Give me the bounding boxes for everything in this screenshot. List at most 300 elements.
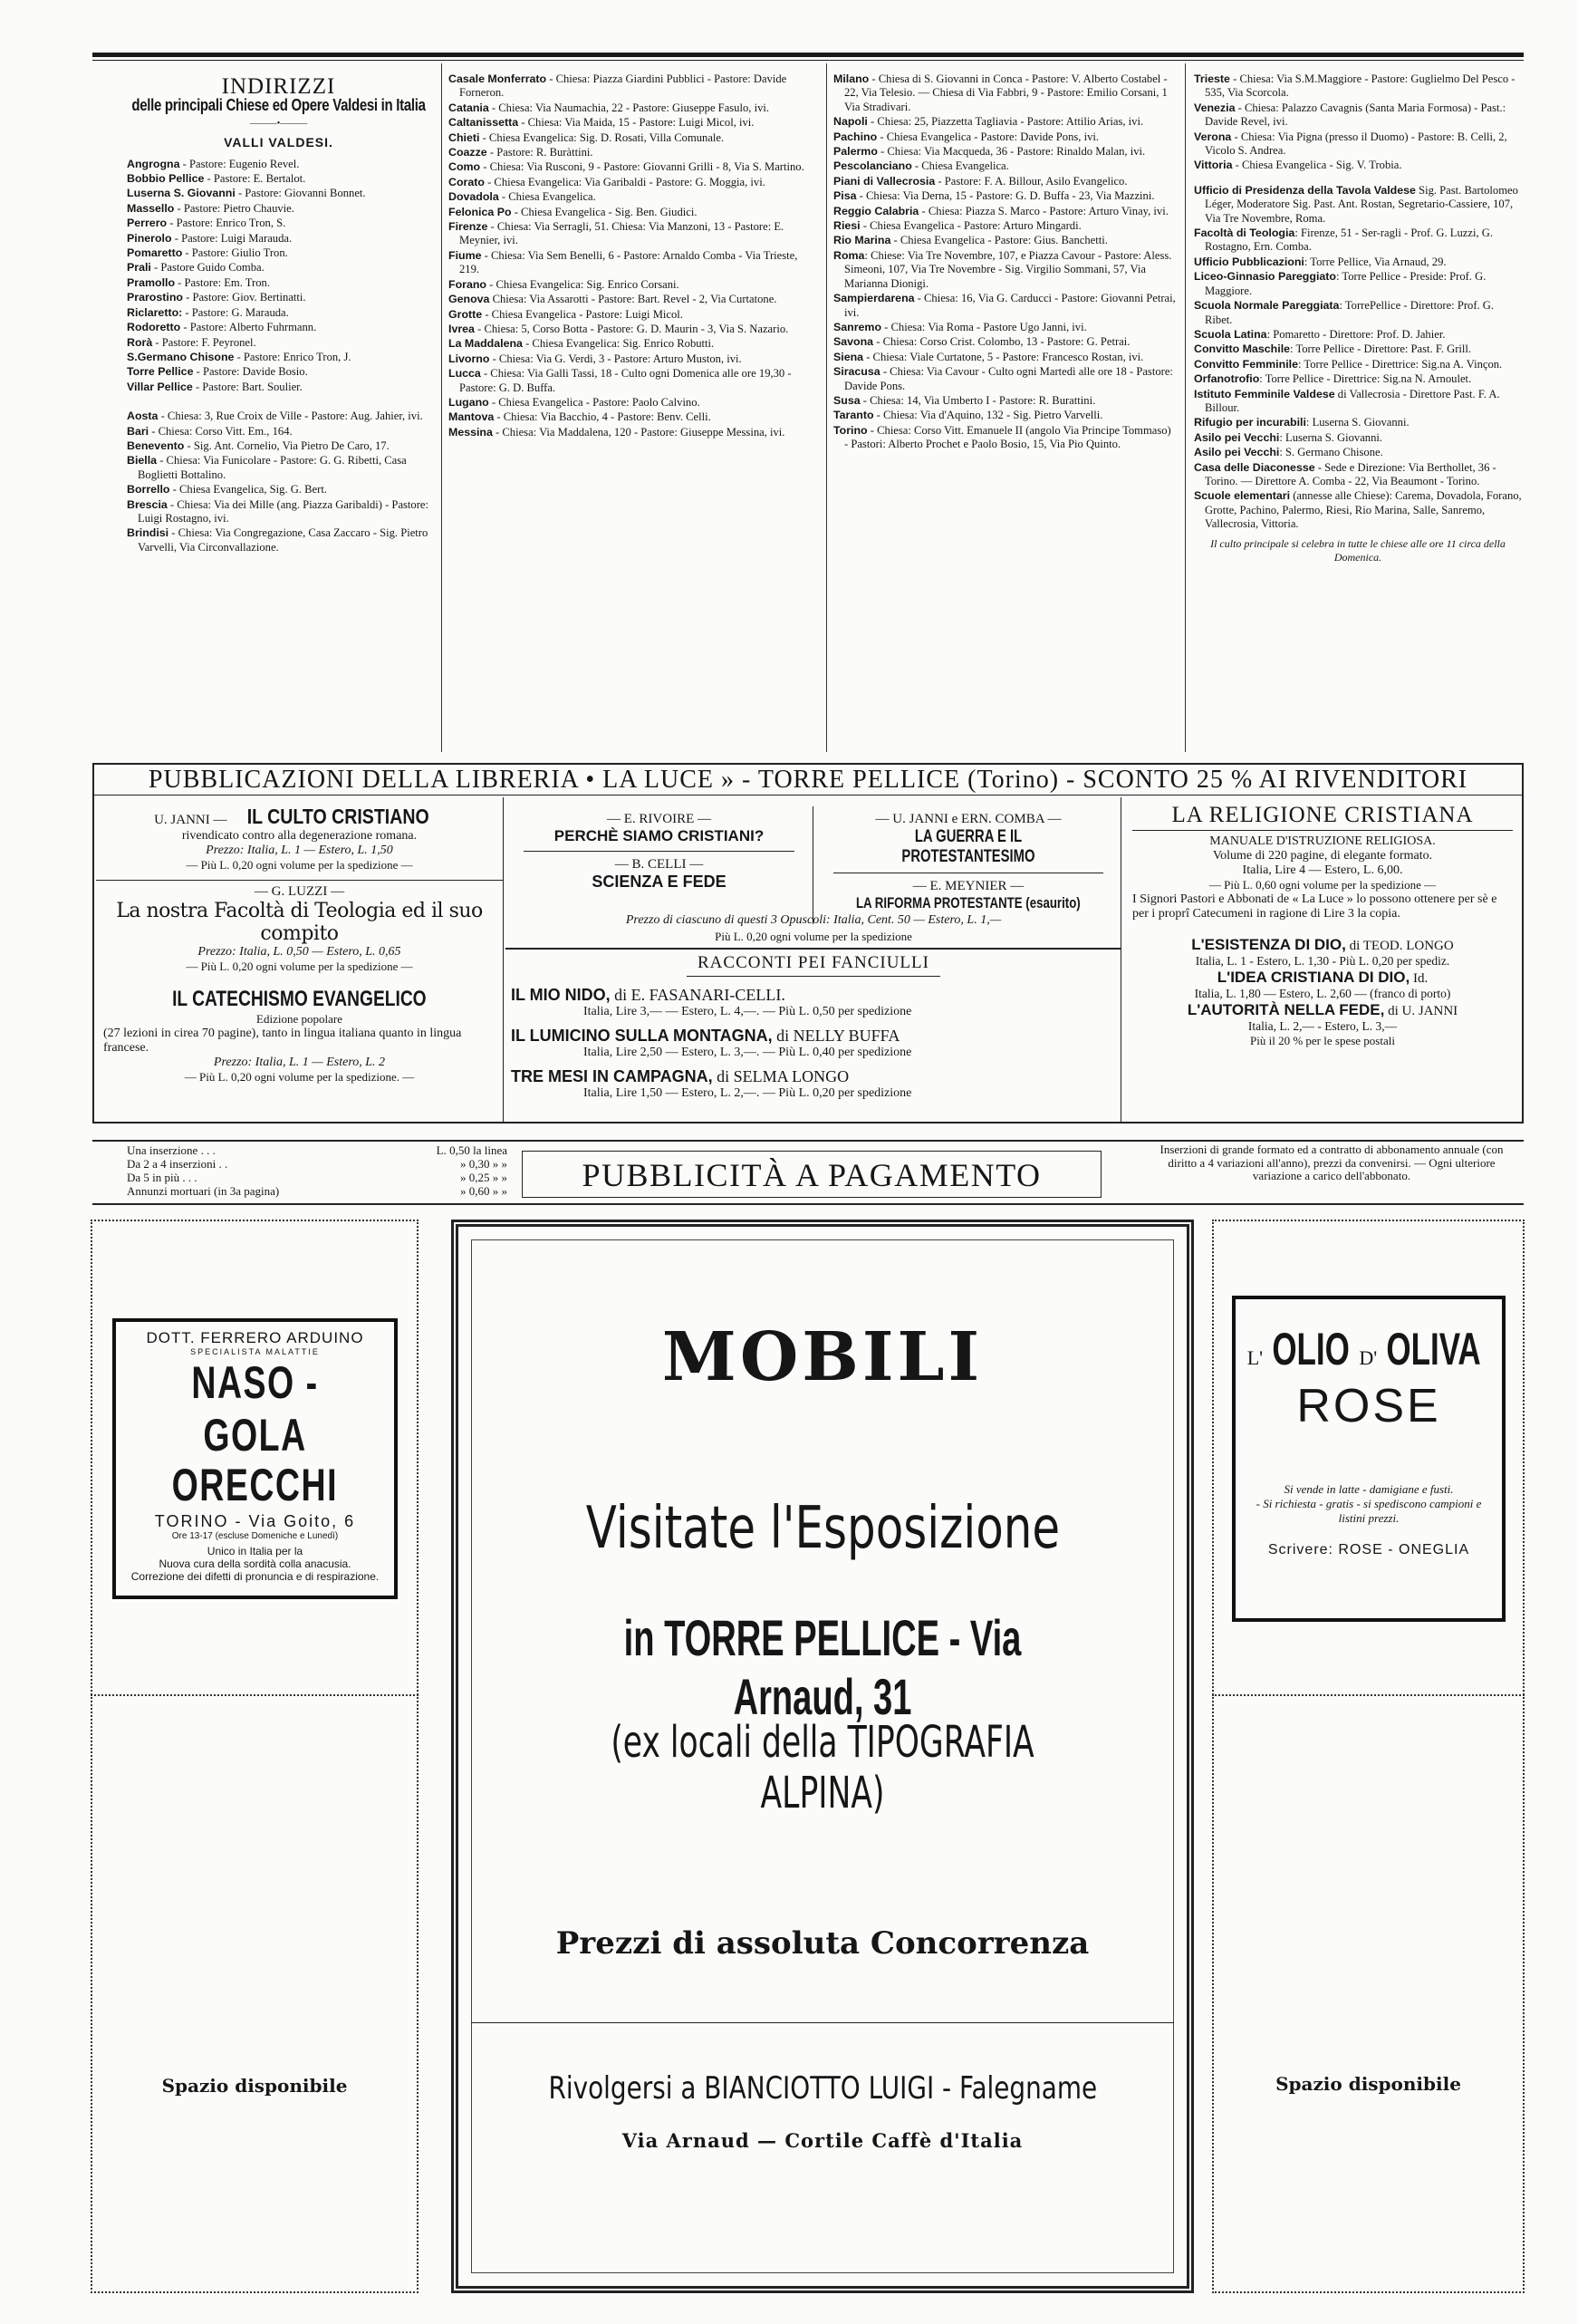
entry-details: - Chiesa Evangelica: Sig. Enrico Robutti. [522,337,715,351]
column-divider [826,63,827,752]
address-entry [1194,328,1522,342]
entry-place: Benevento [127,439,185,452]
address-entry [127,381,430,394]
entry-details: : Luserna S. Giovanni. [1305,416,1410,429]
entry-place: Mantova [448,410,495,424]
indirizzi-subtitle: delle principali Chiese ed Opere Valdesi in Italia [131,96,426,116]
address-entry [127,498,430,526]
ad-mobili-line2-wrap [471,1608,1174,1726]
entry-details: : Chiese: Via Tre Novembre, 107, e Piazza Cavour - Pastore: Aless. Simeoni, 107, Via Tre Novembre - Sig. Virgilio Sommani, 57, Via Marianna Dionigi. [844,248,1172,290]
entry-details: - Chiesa: Corso Vitt. Em., 164. [149,424,293,438]
address-entry [1194,101,1522,130]
entry-details: Sig. Past. Bartolomeo Léger, Moderatore Sig. Past. Ant. Rostan, Segretario-Cassiere, 107, Via Tre Novembre, Roma. [1205,183,1518,225]
entry-details: - Chiesa: Via Maddalena, 120 - Pastore: Giuseppe Messina, ivi. [492,425,785,439]
address-entry [833,365,1178,393]
entry-details: - Chiesa: Via Galli Tassi, 18 - Culto ogni Domenica alle ore 19,30 - Pastore: G. D. Buffa. [459,367,792,394]
address-entry [833,175,1178,188]
ad-olio-big: OLIO [1272,1324,1351,1374]
entry-place: Borrello [127,483,170,497]
spacer [127,395,430,410]
entry-details: - Pastore: Giovanni Bonnet. [235,187,366,200]
address-entry [127,483,430,497]
ad-address: TORINO - Via Goito, 6 [154,1512,356,1530]
column-divider [441,63,442,752]
entry-details: - Chiesa: Via G. Verdi, 3 - Pastore: Arturo Muston, ivi. [489,352,742,365]
address-entry [448,72,815,101]
book-title-religione: LA RELIGIONE CRISTIANA [1171,803,1474,827]
address-entry [833,189,1178,203]
ad-mobili-line3-wrap [471,1717,1174,1818]
address-entry [833,249,1178,291]
racconto-title: IL LUMICINO SULLA MONTAGNA, [511,1027,773,1045]
book-price: Italia, Lire 4 — Estero, L. 6,00. [1242,863,1403,877]
address-entry [127,410,430,423]
racconti-header: RACCONTI PEI FANCIULLI [698,953,929,972]
entry-place: Fiume [448,248,482,262]
address-entry [1194,174,1522,183]
address-entry [127,172,430,186]
racconto-title-line [511,1027,1118,1046]
entry-details: : Torre Pellice, Via Arnaud, 29. [1304,255,1447,268]
racconto-item [511,1067,1118,1101]
book-note: Più il 20 % per le spese postali [1250,1034,1395,1047]
entry-details: - Pastore: F. A. Billour, Asilo Evangelico. [935,174,1128,188]
address-entry [448,293,815,306]
entry-place: Pachino [833,130,878,143]
address-entry [833,130,1178,144]
entry-place: Felonica Po [448,205,512,218]
pubblicita-note: Inserzioni di grande formato ed a contratto di abbonamento annuale (con diritto a 4 variazioni all'anno), prezzi da convenirsi. — Ogni ulteriore variazione a carico dell'abbonato. [1159,1143,1504,1182]
book-autorita [1123,1001,1522,1019]
entry-place: Ufficio di Presidenza della Tavola Valdese [1194,183,1416,197]
entry-details: - Chiesa Evangelica - Sig. V. Trobia. [1232,159,1402,172]
divider [1132,830,1513,831]
entry-place: Asilo pei Vecchi [1194,446,1280,459]
entry-details: - Sede e Direzione: Via Berthollet, 36 - Torino. — Direttore A. Comba - 22, Via Beaumont - Torino. [1205,460,1496,487]
book-title: LA RIFORMA PROTESTANTE (esaurito) [856,894,1081,911]
entry-place: Pramollo [127,275,176,289]
book-desc: rivendicato contro alla degenerazione romana. [181,829,418,843]
entry-details: - Chiesa Evangelica - Pastore: Arturo Mingardi. [860,219,1082,233]
book-price: Italia, L. 1,80 — Estero, L. 2,60 — (franco di porto) [1194,987,1451,1000]
valli-list [127,158,430,395]
rate-row [127,1157,507,1171]
address-entry [448,323,815,336]
book-shipping: — Più L. 0,60 ogni volume per la spedizione — [1208,878,1437,892]
entry-details: - Chiesa: 25, Piazzetta Tagliavia - Pastore: Attilio Arias, ivi. [867,115,1144,129]
address-entry [127,217,430,230]
entry-place: Bari [127,424,149,438]
entry-place: Sampierdarena [833,292,915,305]
entry-details: - Chiesa Evangelica - Pastore: Luigi Micol. [482,307,683,321]
divider [524,851,794,852]
indirizzi-column-4 [1194,72,1522,564]
rate-row [127,1143,507,1157]
address-entry [833,394,1178,408]
ad-mobili-line1-wrap [471,1495,1174,1562]
entry-place: Palermo [833,145,878,159]
ad-orecchi: ORECCHI [171,1460,339,1510]
address-entry [1194,270,1522,298]
ad-spazio-disponibile-right: Spazio disponibile [1275,2073,1461,2095]
address-entry [1194,372,1522,386]
entry-place: Catania [448,101,489,114]
address-entry [1194,256,1522,269]
entry-details: - Chiesa: Via Bacchio, 4 - Pastore: Benv. Celli. [494,410,711,424]
book-price: Prezzo: Italia, L. 0,50 — Estero, L. 0,65 [197,945,401,959]
rate-row [127,1171,507,1184]
entry-details: : Torre Pellice - Direttore: Past. F. Grill. [1290,342,1472,356]
entry-details: - Pastore: Davide Bosio. [193,365,308,379]
pub-column-right [1123,797,1522,1122]
entry-details: - Chiesa Evangelica - Pastore: Gius. Banchetti. [890,234,1108,247]
racconto-author: di SELMA LONGO [712,1067,850,1085]
indirizzi-column-1 [127,63,430,555]
entry-details: - Chiesa: Corso Vitt. Emanuele II (angolo Via Principe Tommaso) - Pastori: Alberto Prochet e Paolo Bosio, 15, Via Pio Quinto. [844,423,1171,451]
entry-details: - Pastore: F. Peyronel. [152,335,256,349]
address-entry [448,426,815,439]
entry-details: : S. Germano Chisone. [1279,446,1383,459]
entry-details: - Chiesa Evangelica: Via Garibaldi - Pastore: G. Moggia, ivi. [484,175,765,188]
entry-place: Firenze [448,220,488,234]
entry-place: Casale Monferrato [448,72,547,85]
entry-place: Rorà [127,335,153,349]
ad-spazio-disponibile-left: Spazio disponibile [161,2075,348,2097]
entry-place: Siracusa [833,365,880,379]
opuscoli-left [505,806,813,924]
address-entry [1194,431,1522,445]
entry-details: - Chiesa Evangelica. [911,159,1009,173]
column-divider [1185,63,1186,752]
entry-details: - Chiesa: Via Maida, 15 - Pastore: Luigi Micol, ivi. [518,116,755,130]
address-entry [448,337,815,351]
opere-list [1194,72,1522,532]
section-heading-valli: VALLI VALDESI. [224,135,333,150]
entry-place: Brescia [127,497,168,511]
address-entry [448,396,815,410]
ad-mobili-address: Via Arnaud — Cortile Caffè d'Italia [621,2129,1024,2152]
address-entry [833,159,1178,173]
entry-details: - Chiesa: Corso Crist. Colombo, 13 - Pastore: G. Petrai. [873,335,1131,349]
entry-details: - Sig. Ant. Cornelio, Via Pietro De Caro, 17. [184,439,390,452]
address-entry [448,160,815,174]
entry-place: Brindisi [127,526,169,540]
address-entry [448,410,815,424]
entry-details: - Chiesa: Viale Curtatone, 5 - Pastore: Francesco Rostan, ivi. [863,350,1144,363]
indirizzi-column-3 [833,72,1178,453]
book-author: — E. MEYNIER — [912,879,1025,893]
entry-details: - Pastore: G. Marauda. [182,305,289,319]
address-entry [127,232,430,246]
ad-olio-small: L' [1246,1346,1264,1369]
book-shipping: — Più L. 0,20 ogni volume per la spedizione — [186,959,413,973]
entry-place: La Maddalena [448,337,523,351]
book-desc: (27 lezioni in cirea 70 pagine), tanto in lingua italiana quanto in lingua francese. [103,1027,462,1055]
entry-place: Grotte [448,307,483,321]
entry-details: - Chiesa: Via Naumachia, 22 - Pastore: Giuseppe Fasulo, ivi. [488,101,770,114]
book-title: SCIENZA E FEDE [592,873,726,891]
entry-details: - Pastore: Alberto Fuhrmann. [180,321,317,334]
address-entry [127,158,430,171]
racconto-price: Italia, Lire 2,50 — Estero, L. 3,—. — Più L. 0,40 per spedizione [583,1046,912,1059]
racconto-title: TRE MESI IN CAMPAGNA, [511,1067,713,1085]
ad-mobili-contact-wrap [471,2070,1174,2107]
entry-details: - Chiesa Evangelica: Sig. D. Rosati, Villa Comunale. [479,130,725,144]
address-entry [1194,388,1522,416]
ad-olio-contact: Scrivere: ROSE - ONEGLIA [1267,1542,1470,1557]
address-entry [127,321,430,334]
entry-place: Pisa [833,189,857,203]
address-entry [1194,416,1522,429]
entry-details: (annesse alle Chiese): Carema, Dovadola, Forano, Grotte, Pachino, Palermo, Riesi, Rio Marina, Salle, Sanremo, Vallecrosia, Vittoria. [1205,489,1522,531]
ad-divider [471,2022,1174,2023]
book-idea [1123,969,1522,987]
entry-place: Napoli [833,115,868,129]
entry-place: Trieste [1194,72,1230,85]
entry-place: Coazze [448,146,487,159]
address-entry [833,234,1178,247]
entry-place: Livorno [448,352,490,365]
entry-details: : Luserna S. Giovanni. [1279,430,1383,444]
racconto-title-line [511,986,1118,1005]
book-author: Id. [1410,971,1429,986]
rate-label: Da 2 a 4 inserzioni . . [127,1157,228,1171]
entry-place: Ufficio Pubblicazioni [1194,255,1304,268]
entry-place: Pinerolo [127,231,172,245]
address-entry [127,425,430,439]
entry-details: : TorrePellice - Direttore: Prof. G. Ribet. [1205,299,1495,326]
address-entry [1194,227,1522,255]
ad-divider [91,1694,419,1696]
address-entry [1194,489,1522,531]
entry-place: Corato [448,175,485,188]
address-entry [833,424,1178,452]
rates-table [127,1143,507,1198]
ad-olio-text: - Si richiesta - gratis - si spediscono campioni e listini prezzi. [1256,1497,1482,1525]
entry-details: - Chiesa: Via Serragli, 51. Chiesa: Via Manzoni, 13 - Pastore: E. Meynier, ivi. [459,220,784,247]
entry-details: - Chiesa: Via Rusconi, 9 - Pastore: Giovanni Grilli - 8, Via S. Martino. [480,160,804,174]
entry-place: Chieti [448,130,480,144]
address-entry [1194,184,1522,226]
entry-place: Rodoretto [127,321,181,334]
address-entry [448,116,815,130]
address-entry [1194,130,1522,159]
ad-mobili-title: MOBILI [661,1318,984,1396]
ad-mobili-contact: Rivolgersi a BIANCIOTTO LUIGI - Falegname [548,2070,1097,2107]
rate-label: Annunzi mortuari (in 3a pagina) [127,1184,280,1198]
entry-place: Torino [833,423,868,437]
address-entry [448,220,815,248]
entry-details: - Pastore: Luigi Marauda. [171,231,293,245]
address-entry [127,439,430,453]
entry-place: Reggio Calabria [833,204,919,217]
address-entry [127,336,430,350]
entry-details: di Vallecrosia - Direttore Past. F. A. Billour. [1205,387,1500,414]
ad-doctor-name: DOTT. FERRERO ARDUINO [146,1329,364,1346]
entry-details: - Pastore Guido Comba. [150,261,265,275]
entry-place: Pescolanciano [833,159,912,173]
entry-place: S.Germano Chisone [127,350,235,363]
book-author: — U. JANNI e ERN. COMBA — [875,812,1062,826]
entry-details: - Chiesa: Via dei Mille (ang. Piazza Garibaldi) - Pastore: Luigi Rostagno, ivi. [138,497,429,525]
ad-olio-big: OLIVA [1386,1324,1481,1374]
entry-details: - Chiesa: 3, Rue Croix de Ville - Pastore: Aug. Jahier, ivi. [158,410,423,423]
ad-text: Nuova cura della sordità colla anacusia. [159,1557,351,1570]
entry-details: Chiesa: Via Assarotti - Pastore: Bart. Revel - 2, Via Curtatone. [489,293,777,306]
book-author: — E. RIVOIRE — [607,812,711,826]
entry-place: Facoltà di Teologia [1194,227,1295,240]
entry-details: - Chiesa: Palazzo Cavagnis (Santa Maria Formosa) - Past.: Davide Revel, ivi. [1205,101,1506,129]
ad-mobili-line3: (ex locali della TIPOGRAFIA ALPINA) [611,1717,1034,1818]
book-author: U. JANNI — [154,813,227,827]
entry-details: - Pastore: Giulio Tron. [182,246,288,260]
opuscoli-shipping: Più L. 0,20 ogni volume per la spedizione [715,930,912,943]
entry-details: - Pastore: Giov. Bertinatti. [182,291,306,304]
entry-place: Perrero [127,217,168,230]
entry-details: - Chiesa: Piazza S. Marco - Pastore: Arturo Vinay, ivi. [919,204,1169,217]
address-entry [833,219,1178,233]
racconto-title-line [511,1067,1118,1086]
pubblicita-title: PUBBLICITÀ A PAGAMENTO [522,1151,1102,1198]
ad-mobili-line2: in TORRE PELLICE - Via Arnaud, 31 [623,1609,1022,1725]
address-entry [1194,159,1522,172]
top-rule-thin [92,60,1524,61]
opuscoli-price: Prezzo di ciascuno di questi 3 Opuscoli: Italia, Cent. 50 — Estero, L. 1,— [625,913,1002,927]
top-rule [92,53,1524,57]
entry-place: Lugano [448,395,489,409]
entry-place: Roma [833,248,865,262]
book-title-facolta: La nostra Facoltà di Teologia ed il suo compito [116,900,483,945]
address-entry [127,202,430,216]
address-entry [448,176,815,189]
entry-place: Sanremo [833,320,882,333]
entry-place: Asilo pei Vecchi [1194,430,1280,444]
entry-place: Casa delle Diaconesse [1194,460,1315,474]
book-shipping: — Più L. 0,20 ogni volume per la spedizione. — [184,1070,415,1084]
entry-place: Taranto [833,409,874,422]
entry-place: Siena [833,350,864,363]
address-entry [127,261,430,275]
racconti-list [511,979,1118,1101]
entry-place: Lucca [448,367,481,381]
pub-column-middle [505,797,1121,1122]
address-entry [833,351,1178,364]
entry-details: - Chiesa: 16, Via G. Carducci - Pastore: Giovanni Petrai, ivi. [844,292,1176,319]
ad-mobili-prezzi: Prezzi di assoluta Concorrenza [555,1925,1090,1962]
entry-place: Scuola Latina [1194,327,1267,341]
entry-place: Liceo-Ginnasio Pareggiato [1194,270,1336,284]
address-entry [448,190,815,204]
entry-details: : Torre Pellice - Direttrice: Sig.na A. Vinçon. [1297,357,1503,371]
entry-place: Caltanissetta [448,116,519,130]
book-author: di U. JANNI [1384,1004,1458,1018]
racconto-price: Italia, Lire 3,— — Estero, L. 4,—. — Più L. 0,50 per spedizione [583,1005,912,1018]
entry-details: - Chiesa: Via S.M.Maggiore - Pastore: Guglielmo Del Pesco - 535, Via Scorcola. [1205,72,1515,100]
address-entry [833,205,1178,218]
book-price: Prezzo: Italia, L. 1 — Estero, L. 2 [213,1056,386,1069]
entry-details: - Chiesa: Via Pigna (presso il Duomo) - Pastore: B. Celli, 2, Vicolo S. Andrea. [1205,130,1507,158]
entry-place: Piani di Vallecrosia [833,174,936,188]
book-price: Italia, L. 1 - Estero, L. 1,30 - Più L. 0,20 per spediz. [1195,954,1450,968]
divider [687,976,940,977]
entry-place: Genova [448,293,490,306]
entry-details: - Chiesa: Via Congregazione, Casa Zaccaro - Sig. Pietro Varvelli, Via Circonvallazione. [138,526,428,554]
rate-value: » 0,30 » » [460,1157,507,1171]
book-title: L'IDEA CRISTIANA DI DIO, [1217,969,1410,986]
entry-details: : Firenze, 51 - Ser-ragli - Prof. G. Luzzi, G. Rostagno, Ern. Comba. [1205,227,1493,254]
rate-row [127,1184,507,1198]
entry-place: Rio Marina [833,234,891,247]
entry-details: - Chiesa: Via Funicolare - Pastore: G. G. Ribetti, Casa Boglietti Bottalino. [138,454,407,481]
book-title: PERCHÈ SIAMO CRISTIANI? [553,827,765,844]
entry-place: Massello [127,201,175,215]
address-entry [127,291,430,304]
book-esistenza [1123,936,1522,954]
address-entry [127,187,430,200]
racconto-title: IL MIO NIDO, [511,986,611,1004]
address-entry [127,276,430,290]
ad-olio [1232,1296,1506,1622]
entry-place: Rifugio per incurabili [1194,416,1306,429]
book-author: — B. CELLI — [614,857,704,872]
address-entry [833,72,1178,114]
entry-details: - Chiesa Evangelica: Sig. Enrico Corsani. [486,277,679,291]
address-entry [1194,446,1522,459]
entry-place: Convitto Maschile [1194,342,1291,356]
entry-place: Riesi [833,219,861,233]
entry-place: Prali [127,261,151,275]
entry-place: Ivrea [448,322,475,335]
entry-details: - Chiesa: Via Macqueda, 36 - Pastore: Rinaldo Malan, ivi. [877,145,1146,159]
entry-place: Scuole elementari [1194,489,1291,503]
address-entry [833,145,1178,159]
book-author: — G. LUZZI — [254,884,345,899]
entry-place: Luserna S. Giovanni [127,187,236,200]
racconto-author: di E. FASANARI-CELLI. [610,986,785,1004]
entry-place: Orfanotrofio [1194,372,1260,386]
ad-text: Unico in Italia per la [207,1545,303,1557]
book-desc: Volume di 220 pagine, di elegante formato. [1212,849,1433,863]
book-title: L'AUTORITÀ NELLA FEDE, [1187,1001,1385,1018]
opuscoli-right [815,806,1121,924]
ad-mobili-line1: Visitate l'Esposizione [585,1495,1060,1562]
entry-details: - Pastore: Em. Tron. [175,275,270,289]
rate-value: L. 0,50 la linea [436,1143,507,1157]
ad-hours: Ore 13-17 (escluse Domeniche e Lunedì) [171,1531,339,1541]
address-entry [448,352,815,366]
address-entry [833,335,1178,349]
address-entry [127,351,430,364]
entry-place: Dovadola [448,190,499,204]
entry-details: - Chiesa Evangelica - Pastore: Davide Pons, ivi. [877,130,1100,143]
entry-place: Savona [833,335,874,349]
entry-details: - Pastore: Bart. Soulier. [192,380,303,393]
entry-place: Aosta [127,410,159,423]
book-note: I Signori Pastori e Abbonati de « La Luce » lo possono ottenere per sè e per i proprî Catecumeni in ragione di Lire 3 la copia. [1132,892,1497,921]
pubblicazioni-header: PUBBLICAZIONI DELLA LIBRERIA • LA LUCE » - TORRE PELLICE (Torino) - SCONTO 25 % AI RIVENDITORI [94,765,1522,796]
entry-details: - Chiesa: Via Cavour - Culto ogni Martedì alle ore 18 - Pastore: Davide Pons. [844,365,1173,392]
book-culto-cristiano [96,805,503,829]
rate-label: Una inserzione . . . [127,1143,216,1157]
book-price: Italia, L. 2,— - Estero, L. 3,— [1247,1019,1398,1033]
book-author: di TEOD. LONGO [1345,939,1454,953]
entry-place: Venezia [1194,101,1236,114]
entry-place: Prarostino [127,291,183,304]
entry-details: - Chiesa Evangelica - Pastore: Paolo Calvino. [488,395,700,409]
indirizzi-title: INDIRIZZI [221,74,336,99]
address-entry [448,367,815,395]
address-entry [127,526,430,554]
